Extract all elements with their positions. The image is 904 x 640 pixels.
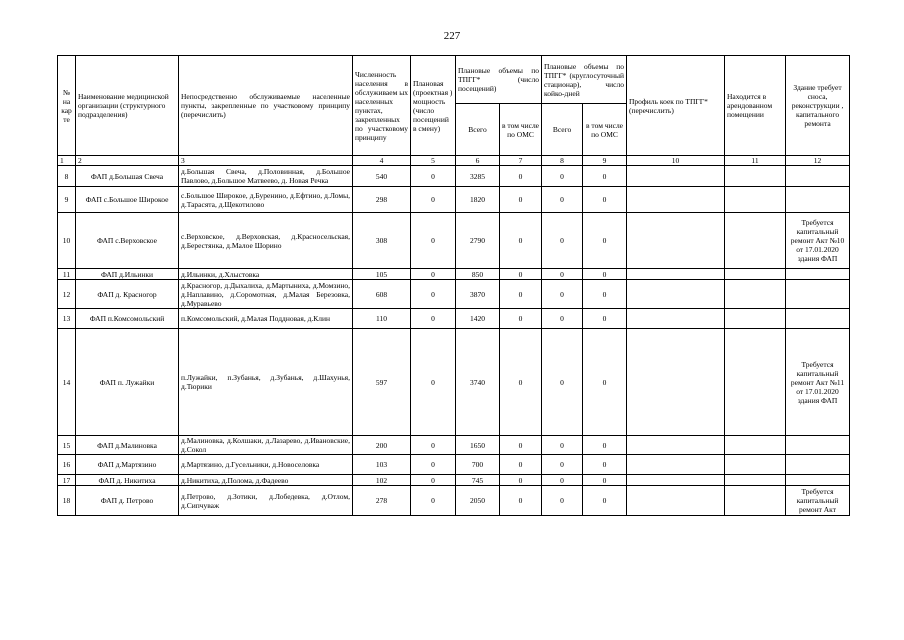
cell-visits: 2050 [456,486,500,516]
cell-org: ФАП д. Петрово [76,486,179,516]
cell-beds: 0 [542,455,583,475]
cell-org: ФАП с.Верховское [76,213,179,269]
column-index: 8 [542,156,583,166]
cell-settle: д.Ильинки, д.Хлыстовка [179,269,353,280]
cell-beds: 0 [542,166,583,187]
cell-oms: 0 [500,475,542,486]
cell-rented [725,269,786,280]
table-row [58,280,850,309]
table-row [58,309,850,329]
cell-profile [627,475,725,486]
column-index-row [58,156,850,166]
column-index: 2 [76,156,179,166]
column-index: 1 [58,156,76,166]
column-index: 9 [583,156,627,166]
cell-n: 9 [58,187,76,213]
cell-beds-oms: 0 [583,475,627,486]
cell-oms: 0 [500,329,542,436]
cell-profile [627,213,725,269]
cell-pop: 597 [353,329,411,436]
cell-org: ФАП с.Большое Широкое [76,187,179,213]
cell-rented [725,329,786,436]
cell-repair [786,269,850,280]
cell-visits: 850 [456,269,500,280]
cell-visits: 700 [456,455,500,475]
cell-cap: 0 [411,309,456,329]
cell-n: 16 [58,455,76,475]
col-beds-total-header: Всего [542,104,583,156]
table-row [58,455,850,475]
table-row [58,475,850,486]
cell-settle: д.Большая Свеча, д.Половинная, д.Большое Павлово, д.Большое Матвеево, д. Новая Речка [179,166,353,187]
cell-profile [627,166,725,187]
cell-beds: 0 [542,436,583,455]
cell-oms: 0 [500,455,542,475]
cell-rented [725,436,786,455]
cell-visits: 1650 [456,436,500,455]
col-settlements-header: Непосредственно обслуживаемые населенные пункты, закрепленные по участковому принципу (перечислить) [179,56,353,156]
cell-beds-oms: 0 [583,436,627,455]
cell-settle: с.Большое Широкое, д.Буренино, д.Ефтино, д.Ломы, д.Тарасята, д.Щекотилово [179,187,353,213]
cell-profile [627,329,725,436]
cell-oms: 0 [500,269,542,280]
col-capacity-header: Плановая (проектная ) мощность (число посещений в смену) [411,56,456,156]
cell-n: 14 [58,329,76,436]
cell-profile [627,280,725,309]
cell-beds: 0 [542,475,583,486]
cell-beds: 0 [542,213,583,269]
cell-profile [627,436,725,455]
cell-beds-oms: 0 [583,213,627,269]
cell-oms: 0 [500,187,542,213]
table-row [58,269,850,280]
table-row [58,213,850,269]
cell-cap: 0 [411,436,456,455]
cell-n: 15 [58,436,76,455]
cell-org: ФАП п. Лужайки [76,329,179,436]
cell-profile [627,309,725,329]
cell-rented [725,166,786,187]
cell-profile [627,455,725,475]
cell-oms: 0 [500,213,542,269]
col-beds-oms-header: в том числе по ОМС [583,104,627,156]
col-population-header: Численность населения в обслуживаем ых населенных пунктах, закрепленных по участковому принципу [353,56,411,156]
cell-cap: 0 [411,166,456,187]
cell-profile [627,269,725,280]
cell-repair [786,166,850,187]
col-visits-group-header: Плановые объемы по ТПГГ* (число посещений) [456,56,542,104]
cell-settle: д.Красногор, д.Дыхалиха, д.Мартыниха, д.Момзино, д.Наплавино, д.Соромотная, д.Малая Березовка, д.Муравьево [179,280,353,309]
cell-beds-oms: 0 [583,280,627,309]
cell-org: ФАП п.Комсомольский [76,309,179,329]
cell-n: 12 [58,280,76,309]
table-row [58,187,850,213]
cell-pop: 105 [353,269,411,280]
cell-cap: 0 [411,486,456,516]
cell-org: ФАП д.Ильинки [76,269,179,280]
cell-oms: 0 [500,309,542,329]
cell-visits: 745 [456,475,500,486]
cell-repair [786,475,850,486]
cell-repair [786,436,850,455]
table-row [58,166,850,187]
cell-rented [725,187,786,213]
cell-settle: д.Мартязино, д.Гусельники, д.Новоселовка [179,455,353,475]
col-beds-group-header: Плановые объемы по ТПГГ* (круглосуточный стационар), число койко-дней [542,56,627,104]
cell-pop: 298 [353,187,411,213]
cell-oms: 0 [500,280,542,309]
cell-oms: 0 [500,166,542,187]
column-index: 6 [456,156,500,166]
cell-beds: 0 [542,187,583,213]
cell-n: 10 [58,213,76,269]
cell-pop: 200 [353,436,411,455]
cell-visits: 3870 [456,280,500,309]
cell-visits: 1820 [456,187,500,213]
cell-oms: 0 [500,486,542,516]
cell-rented [725,213,786,269]
cell-org: ФАП д.Большая Свеча [76,166,179,187]
cell-settle: д.Петрово, д.Зотики, д.Лобедевка, д.Отлом, д.Сипчуваж [179,486,353,516]
cell-beds-oms: 0 [583,486,627,516]
cell-beds-oms: 0 [583,187,627,213]
column-index: 10 [627,156,725,166]
cell-beds: 0 [542,269,583,280]
cell-cap: 0 [411,269,456,280]
cell-org: ФАП д.Малиновка [76,436,179,455]
cell-rented [725,455,786,475]
cell-repair [786,309,850,329]
table-row [58,436,850,455]
cell-cap: 0 [411,213,456,269]
col-visits-oms-header: в том числе по ОМС [500,104,542,156]
cell-repair [786,455,850,475]
col-repair-header: Здание требует сноса, реконструкции , капитального ремонта [786,56,850,156]
cell-beds-oms: 0 [583,309,627,329]
cell-beds: 0 [542,309,583,329]
column-index: 11 [725,156,786,166]
cell-settle: д.Никитиха, д.Полома, д.Фадеево [179,475,353,486]
cell-cap: 0 [411,280,456,309]
cell-beds-oms: 0 [583,329,627,436]
col-visits-total-header: Всего [456,104,500,156]
col-org-header: Наименование медицинской организации (структурного подразделения) [76,56,179,156]
cell-beds-oms: 0 [583,166,627,187]
cell-repair [786,187,850,213]
col-profile-header: Профиль коек по ТПГГ* (перечислить) [627,56,725,156]
cell-beds: 0 [542,280,583,309]
cell-rented [725,309,786,329]
cell-org: ФАП д.Мартязино [76,455,179,475]
cell-n: 18 [58,486,76,516]
cell-n: 8 [58,166,76,187]
cell-visits: 1420 [456,309,500,329]
cell-settle: п.Лужайки, п.Зубанья, д.Зубанья, д.Шахунья, д.Тюрики [179,329,353,436]
page-number: 227 [443,30,461,42]
cell-pop: 103 [353,455,411,475]
cell-visits: 3285 [456,166,500,187]
table-body [58,166,850,516]
column-index: 3 [179,156,353,166]
column-index: 5 [411,156,456,166]
column-index: 7 [500,156,542,166]
cell-beds-oms: 0 [583,455,627,475]
cell-n: 11 [58,269,76,280]
cell-pop: 540 [353,166,411,187]
cell-rented [725,280,786,309]
column-index: 4 [353,156,411,166]
cell-repair: Требуется капитальный ремонт Акт №10 от 17.01.2020 здания ФАП [786,213,850,269]
cell-rented [725,475,786,486]
cell-oms: 0 [500,436,542,455]
cell-settle: п.Комсомольский, д.Малая Поддновая, д.Клин [179,309,353,329]
cell-visits: 3740 [456,329,500,436]
cell-beds-oms: 0 [583,269,627,280]
col-rented-header: Находится в арендованном помещении [725,56,786,156]
table-row [58,329,850,436]
cell-beds: 0 [542,486,583,516]
cell-cap: 0 [411,455,456,475]
cell-org: ФАП д. Никитиха [76,475,179,486]
cell-rented [725,486,786,516]
facilities-table [57,55,850,516]
table-header [58,56,850,166]
cell-repair [786,280,850,309]
cell-beds: 0 [542,329,583,436]
cell-cap: 0 [411,329,456,436]
col-num-header: № на кар те [58,56,76,156]
cell-pop: 608 [353,280,411,309]
cell-pop: 110 [353,309,411,329]
cell-profile [627,486,725,516]
cell-repair: Требуется капитальный ремонт Акт №11 от 17.01.2020 здания ФАП [786,329,850,436]
table-row [58,486,850,516]
column-index: 12 [786,156,850,166]
cell-cap: 0 [411,475,456,486]
cell-pop: 308 [353,213,411,269]
cell-pop: 278 [353,486,411,516]
cell-n: 17 [58,475,76,486]
cell-org: ФАП д. Красногор [76,280,179,309]
cell-pop: 102 [353,475,411,486]
cell-visits: 2790 [456,213,500,269]
cell-settle: с.Верховское, д.Верховская, д.Красносельская, д.Берестянка, д.Малое Шорино [179,213,353,269]
cell-profile [627,187,725,213]
cell-cap: 0 [411,187,456,213]
cell-repair: Требуется капитальный ремонт Акт [786,486,850,516]
cell-settle: д.Малиновка, д.Колшаки, д.Лазарево, д.Ивановские, д.Сокол [179,436,353,455]
cell-n: 13 [58,309,76,329]
